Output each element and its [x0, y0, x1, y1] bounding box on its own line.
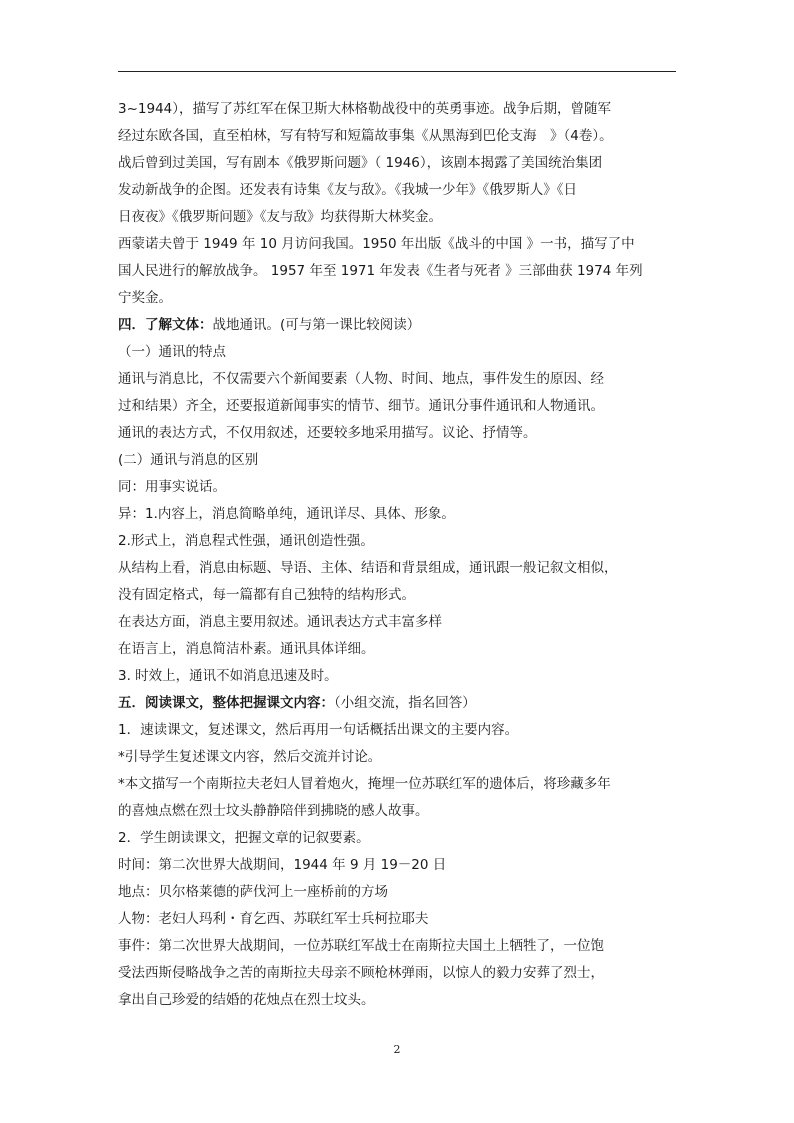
section-heading: 五．阅读课文，整体把握课文内容：: [118, 695, 334, 711]
text-line: *本文描写一个南斯拉夫老妇人冒着炮火，掩埋一位苏联红军的遗体后，将珍藏多年: [118, 776, 611, 792]
text-line: [118, 690, 678, 717]
section-heading-note: （小组交流，指名回答）: [334, 695, 476, 711]
text-line: 拿出自己珍爱的结婚的花烛点在烈士坟头。: [118, 992, 375, 1008]
text-line: 异：1.内容上，消息简略单纯，通讯详尽、具体、形象。: [118, 506, 455, 522]
text-line: （一）通讯的特点: [118, 344, 226, 360]
text-line: 时间：第二次世界大战期间，1944 年 9 月 19－20 日: [118, 857, 447, 873]
text-line: (二）通讯与消息的区别: [118, 452, 259, 468]
text-line: 人物：老妇人玛利・育乞西、苏联红军士兵柯拉耶夫: [118, 911, 429, 927]
text-line: 地点：贝尔格莱德的萨伐河上一座桥前的方场: [118, 884, 388, 900]
text-line: 从结构上看，消息由标题、导语、主体、结语和背景组成，通讯跟一般记叙文相似，: [118, 560, 618, 576]
text-line: [118, 312, 678, 339]
document-body: [118, 96, 678, 1014]
section-heading-note: 战地通讯。(可与第一课比较阅读）: [212, 317, 421, 333]
text-line: 2.形式上，消息程式性强，通讯创造性强。: [118, 533, 374, 549]
text-line: 1．速读课文，复述课文，然后再用一句话概括出课文的主要内容。: [118, 722, 519, 738]
text-line: 过和结果）齐全，还要报道新闻事实的情节、细节。通讯分事件通讯和人物通讯。: [118, 398, 604, 414]
text-line: 西蒙诺夫曾于 1949 年 10 月访问我国。1950 年出版《战斗的中国 》一书，描写了中: [118, 236, 635, 252]
text-line: 国人民进行的解放战争。 1957 年至 1971 年发表《生者与死者 》三部曲获 1974 年列: [118, 263, 643, 279]
text-line: 通讯与消息比，不仅需要六个新闻要素（人物、时间、地点，事件发生的原因、经: [118, 371, 604, 387]
text-line: 在表达方面，消息主要用叙述。通讯表达方式丰富多样: [118, 614, 442, 630]
section-heading: 四．了解文体：: [118, 317, 213, 333]
text-line: 发动新战争的企图。还发表有诗集《友与敌》。《我城一少年》《俄罗斯人》《日: [118, 182, 577, 198]
header-rule: [118, 71, 676, 72]
page-number: 2: [393, 1043, 401, 1056]
text-line: 在语言上，消息简洁朴素。通讯具体详细。: [118, 641, 375, 657]
text-line: 的喜烛点燃在烈士坟头静静陪伴到拂晓的感人故事。: [118, 803, 429, 819]
text-line: 同：用事实说话。: [118, 479, 226, 495]
text-line: 没有固定格式，每一篇都有自己独特的结构形式。: [118, 587, 415, 603]
text-line: 战后曾到过美国，写有剧本《俄罗斯问题》（ 1946），该剧本揭露了美国统治集团: [118, 155, 603, 171]
text-line: 事件：第二次世界大战期间，一位苏联红军战士在南斯拉夫国土上牺牲了，一位饱: [118, 938, 604, 954]
text-line: 3~1944），描写了苏红军在保卫斯大林格勒战役中的英勇事迹。战争后期，曾随军: [118, 101, 612, 117]
text-line: 2．学生朗读课文，把握文章的记叙要素。: [118, 830, 370, 846]
text-line: 宁奖金。: [118, 290, 172, 306]
text-line: *引导学生复述课文内容，然后交流并讨论。: [118, 749, 382, 765]
text-line: 日夜夜》《俄罗斯问题》《友与敌》均获得斯大林奖金。: [118, 209, 442, 225]
text-line: 通讯的表达方式，不仅用叙述，还要较多地采用描写。议论、抒情等。: [118, 425, 537, 441]
text-line: 受法西斯侵略战争之苦的南斯拉夫母亲不顾枪林弹雨，以惊人的毅力安葬了烈士，: [118, 965, 604, 981]
text-line: 3. 时效上，通讯不如消息迅速及时。: [118, 668, 338, 684]
text-line: 经过东欧各国，直至柏林，写有特写和短篇故事集《从黑海到巴伦支海 》（4卷）。: [118, 128, 613, 144]
